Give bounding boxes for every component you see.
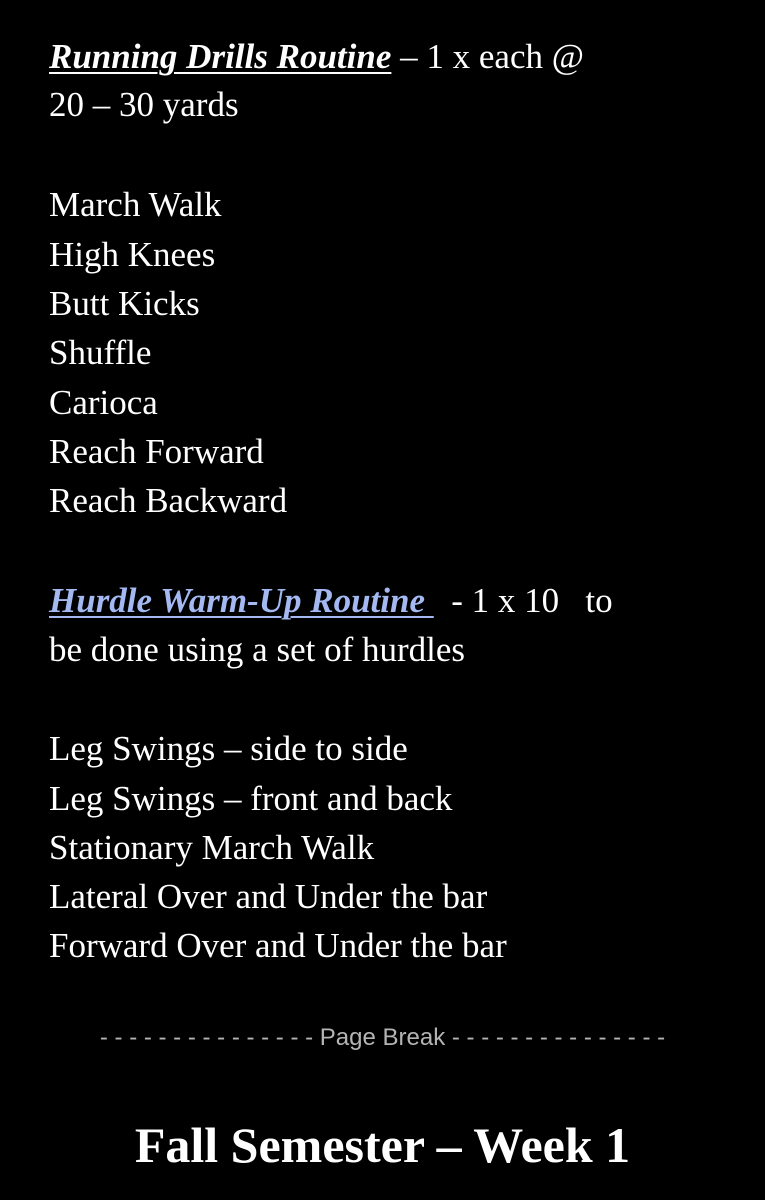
list-item: Stationary March Walk	[49, 828, 375, 867]
hurdle-warmup-desc-1: - 1 x 10 to	[433, 581, 613, 620]
list-item: Reach Forward	[49, 432, 264, 471]
page-break-label: Page Break	[319, 1024, 446, 1051]
list-item: Lateral Over and Under the bar	[49, 877, 488, 916]
hurdle-warmup-desc-2: be done using a set of hurdles	[49, 630, 466, 669]
next-page-title: Fall Semester – Week 1	[134, 1117, 631, 1173]
running-drills-heading-line	[49, 32, 584, 82]
page-break-dashes-right: - - - - - - - - - - - - - - -	[445, 1024, 666, 1051]
page-break-divider	[0, 1018, 765, 1058]
list-item: Reach Backward	[49, 481, 288, 520]
hurdle-warmup-heading-line	[49, 576, 613, 626]
list-item: Leg Swings – side to side	[49, 729, 408, 768]
hurdle-warmup-heading-link[interactable]: Hurdle Warm-Up Routine	[49, 581, 434, 620]
list-item: Carioca	[49, 383, 158, 422]
list-item: Butt Kicks	[49, 284, 200, 323]
list-item: Leg Swings – front and back	[49, 779, 453, 818]
list-item: Shuffle	[49, 333, 152, 372]
list-item: High Knees	[49, 235, 216, 274]
list-item: March Walk	[49, 185, 222, 224]
page-break-dashes-left: - - - - - - - - - - - - - - -	[99, 1024, 320, 1051]
running-drills-desc-1: – 1 x each @	[391, 37, 584, 76]
list-item: Forward Over and Under the bar	[49, 926, 507, 965]
running-drills-desc-2: 20 – 30 yards	[49, 85, 239, 124]
running-drills-heading: Running Drills Routine	[49, 37, 392, 76]
